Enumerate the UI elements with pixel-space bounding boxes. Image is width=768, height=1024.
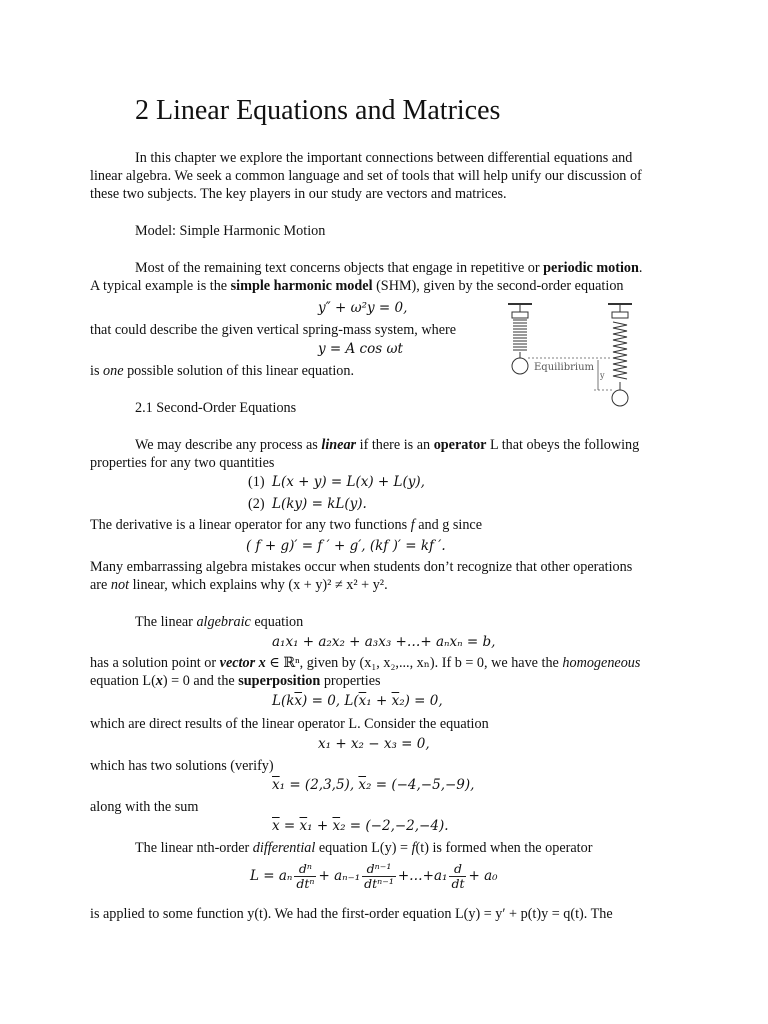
algebraic-line-2: has a solution point or vector x ∈ ℝⁿ, given by (x₁, x₂,..., xₙ). If b = 0, we have the homogeneous — [90, 655, 641, 671]
property-2-number: (2) — [248, 496, 265, 512]
consider-equation: x₁ + x₂ − x₃ = 0, — [318, 736, 430, 752]
operator-equation: L = aₙ $\frac{\text{dⁿ}}{\text{dtⁿ}}$ + aₙ₋₁ $\frac{\text{dⁿ⁻¹}}{\text{dtⁿ⁻¹}}$ +…+a₁ $\frac{d}{dt}$ + a₀ — [250, 861, 498, 891]
shm-solution-equation: y = A cos ωt — [318, 341, 403, 357]
intro-line-2: linear algebra. We seek a common language and set of tools that will help unify our discussion of — [90, 168, 642, 184]
linear-line-1: We may describe any process as linear if there is an operator L that obeys the following — [135, 437, 640, 453]
left-spring — [508, 304, 532, 374]
property-2-equation: L(ky) = kL(y). — [272, 496, 367, 512]
property-1-equation: L(x + y) = L(x) + L(y), — [272, 474, 425, 490]
algebraic-line-3: equation L(x) = 0 and the superposition properties — [90, 673, 381, 689]
differential-line-2: is applied to some function y(t). We had the first-order equation L(y) = y′ + p(t)y = q(t). The — [90, 906, 613, 922]
algebraic-equation: a₁x₁ + a₂x₂ + a₃x₃ +…+ aₙxₙ = b, — [272, 634, 496, 650]
shm-line-4: is one possible solution of this linear equation. — [90, 363, 355, 379]
algebraic-line-1: The linear algebraic equation — [135, 614, 304, 630]
intro-line-3: these two subjects. The key players in our study are vectors and matrices. — [90, 186, 507, 202]
shm-equation: y″ + ω²y = 0, — [318, 300, 408, 316]
y-label: y — [600, 371, 605, 380]
linear-line-3: The derivative is a linear operator for any two functions f and g since — [90, 517, 483, 533]
derivative-equation: ( f + g)′ = f ′ + g′, (kf )′ = kf ′. — [246, 538, 446, 554]
intro-line-1: In this chapter we explore the important connections between differential equations and — [135, 150, 633, 166]
spring-mass-figure — [500, 300, 650, 410]
solutions-equation: $\overline{x}_1 = (2,3,5)$, $\overline{x}_2 = (-4,-5,-9)$, — [272, 777, 475, 793]
linear-line-5: are not linear, which explains why (x + y)² ≠ x² + y². — [90, 577, 388, 593]
right-spring — [608, 304, 632, 406]
model-heading: Model: Simple Harmonic Motion — [135, 223, 326, 239]
algebraic-line-5: which has two solutions (verify) — [90, 758, 274, 774]
shm-line-1: Most of the remaining text concerns objects that engage in repetitive or periodic motion. — [135, 260, 643, 276]
shm-line-3: that could describe the given vertical spring-mass system, where — [90, 322, 457, 338]
differential-line-1: The linear nth-order differential equation L(y) = f(t) is formed when the operator — [135, 840, 593, 856]
shm-line-2: A typical example is the simple harmonic model (SHM), given by the second-order equation — [90, 278, 624, 294]
linear-line-2: properties for any two quantities — [90, 455, 275, 471]
section-heading: 2.1 Second-Order Equations — [135, 400, 297, 416]
chapter-title: 2 Linear Equations and Matrices — [135, 95, 501, 126]
equilibrium-label: Equilibrium — [534, 362, 595, 373]
superposition-equation: $L(k\overline{x}) = 0$, $L(\overline{x}_1 + \overline{x}_2) = 0$, — [272, 693, 443, 709]
property-1-number: (1) — [248, 474, 265, 490]
linear-line-4: Many embarrassing algebra mistakes occur when students don’t recognize that other operations — [90, 559, 633, 575]
algebraic-line-4: which are direct results of the linear operator L. Consider the equation — [90, 716, 489, 732]
algebraic-line-6: along with the sum — [90, 799, 199, 815]
sum-equation: $\overline{x} = \overline{x}_1 + \overline{x}_2 = (-2,-2,-4)$. — [272, 818, 449, 834]
